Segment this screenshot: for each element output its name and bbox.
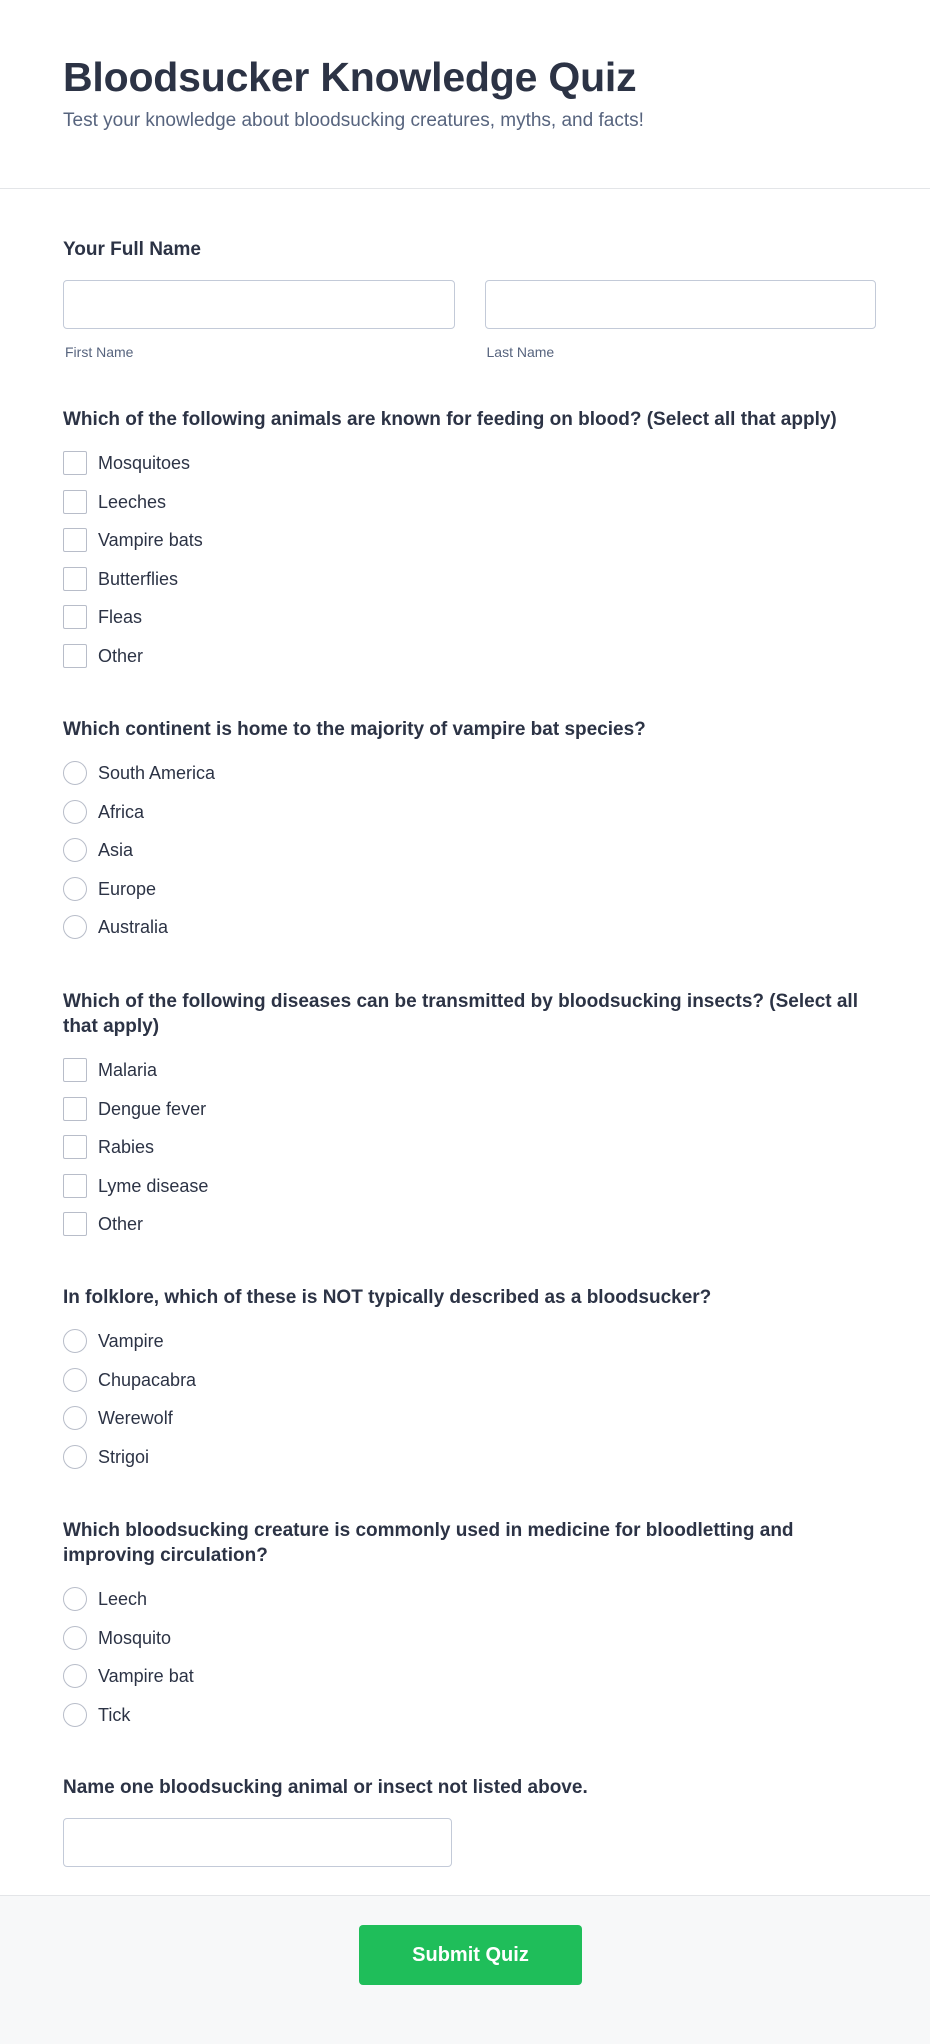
option-list [63,1051,883,1244]
option-list [63,1322,711,1476]
option-label: Other [98,1214,144,1235]
checkbox[interactable] [63,490,87,514]
last-name-col [485,280,877,361]
option-vampire-bat[interactable] [63,1657,883,1696]
radio-button[interactable] [63,800,87,824]
submit-button[interactable]: Submit Quiz [359,1925,582,1985]
option-label: Europe [98,878,157,899]
option-rabies[interactable] [63,1128,883,1167]
radio-button[interactable] [63,1406,87,1430]
checkbox[interactable] [63,1174,87,1198]
first-name-input[interactable] [63,280,455,329]
radio-button[interactable] [63,838,87,862]
option-label: Vampire [98,1331,164,1352]
option-vampire[interactable] [63,1322,711,1361]
option-label: Australia [98,917,169,938]
question-label: Which of the following diseases can be transmitted by bloodsucking insects? (Select all that apply) [63,991,858,1037]
checkbox[interactable] [63,1058,87,1082]
checkbox[interactable] [63,528,87,552]
option-label: South America [98,763,216,784]
option-mosquito[interactable] [63,1619,883,1658]
option-vampire-bats[interactable] [63,521,837,560]
name-inputs-row [63,280,876,361]
radio-button[interactable] [63,761,87,785]
option-list [63,754,646,947]
question-folklore [63,1285,711,1476]
option-label: Vampire bat [98,1666,194,1687]
radio-button[interactable] [63,1626,87,1650]
full-name-field [63,237,876,361]
option-label: Mosquito [98,1627,172,1648]
radio-button[interactable] [63,1664,87,1688]
option-label: Chupacabra [98,1369,197,1390]
option-asia[interactable] [63,831,646,870]
option-africa[interactable] [63,793,646,832]
question-medicine [63,1518,883,1734]
question-label: In folklore, which of these is NOT typically described as a bloodsucker? [63,1287,712,1308]
checkbox[interactable] [63,1097,87,1121]
checkbox[interactable] [63,567,87,591]
radio-button[interactable] [63,915,87,939]
option-werewolf[interactable] [63,1399,711,1438]
option-label: Dengue fever [98,1098,207,1119]
radio-button[interactable] [63,1368,87,1392]
option-label: Fleas [98,607,143,628]
option-leeches[interactable] [63,483,837,522]
other-animal-input[interactable] [63,1818,452,1867]
last-name-input[interactable] [485,280,877,329]
option-label: Lyme disease [98,1175,209,1196]
option-label: Other [98,645,144,666]
other-animal-field [63,1775,588,1867]
first-name-col [63,280,455,361]
question-label: Which continent is home to the majority of vampire bat species? [63,719,646,740]
option-label: Asia [98,840,134,861]
question-label: Which bloodsucking creature is commonly used in medicine for bloodletting and improving circulation? [63,1520,794,1566]
quiz-form [0,189,930,1966]
option-other[interactable] [63,637,837,676]
option-label: Malaria [98,1060,158,1081]
checkbox[interactable] [63,451,87,475]
question-insect-diseases [63,989,883,1244]
checkbox[interactable] [63,644,87,668]
form-subtitle: Test your knowledge about bloodsucking creatures, myths, and facts! [63,110,644,131]
option-europe[interactable] [63,870,646,909]
form-header [0,0,930,189]
option-south-america[interactable] [63,754,646,793]
option-list [63,444,837,675]
option-other[interactable] [63,1205,883,1244]
full-name-label: Your Full Name [63,239,201,260]
radio-button[interactable] [63,1587,87,1611]
option-australia[interactable] [63,908,646,947]
option-label: Vampire bats [98,530,203,551]
form-title: Bloodsucker Knowledge Quiz [63,54,637,100]
radio-button[interactable] [63,877,87,901]
option-label: Mosquitoes [98,453,191,474]
option-strigoi[interactable] [63,1438,711,1477]
option-chupacabra[interactable] [63,1361,711,1400]
option-list [63,1580,883,1734]
option-butterflies[interactable] [63,560,837,599]
question-blood-feeders [63,407,837,675]
option-label: Rabies [98,1137,155,1158]
checkbox[interactable] [63,1135,87,1159]
option-dengue-fever[interactable] [63,1090,883,1129]
first-name-sublabel: First Name [65,344,134,360]
option-label: Butterflies [98,568,179,589]
question-vampire-bat-continent [63,717,646,947]
option-label: Werewolf [98,1408,173,1429]
option-malaria[interactable] [63,1051,883,1090]
option-fleas[interactable] [63,598,837,637]
option-label: Tick [98,1704,131,1725]
question-label: Name one bloodsucking animal or insect not listed above. [63,1777,588,1798]
option-mosquitoes[interactable] [63,444,837,483]
last-name-sublabel: Last Name [486,344,555,360]
option-tick[interactable] [63,1696,883,1735]
option-leech[interactable] [63,1580,883,1619]
option-label: Africa [98,801,145,822]
radio-button[interactable] [63,1445,87,1469]
radio-button[interactable] [63,1329,87,1353]
radio-button[interactable] [63,1703,87,1727]
option-lyme-disease[interactable] [63,1167,883,1206]
option-label: Leeches [98,491,167,512]
form-footer [0,1895,930,2042]
checkbox[interactable] [63,1212,87,1236]
checkbox[interactable] [63,605,87,629]
option-label: Leech [98,1589,148,1610]
question-label: Which of the following animals are known for feeding on blood? (Select all that apply) [63,409,837,430]
option-label: Strigoi [98,1446,150,1467]
